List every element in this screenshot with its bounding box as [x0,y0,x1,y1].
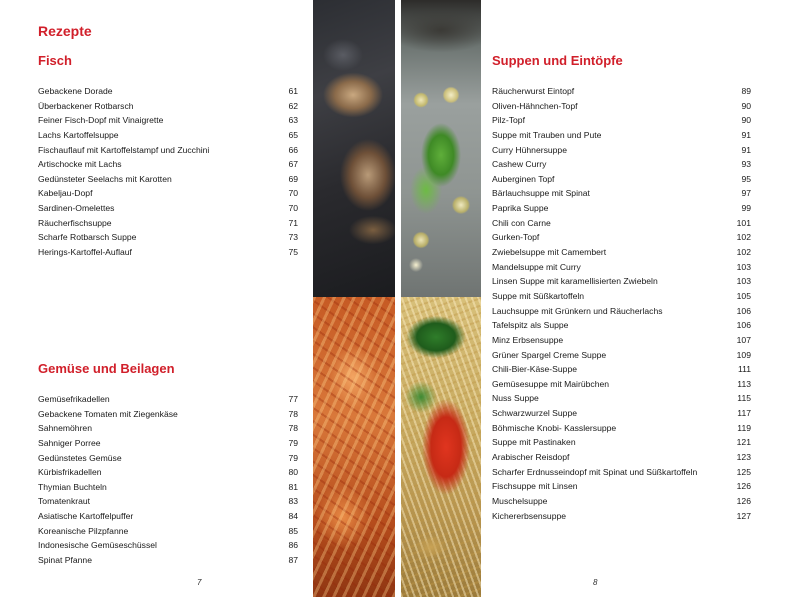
recipe-name: Mandelsuppe mit Curry [492,261,581,272]
toc-entry [492,230,751,245]
recipe-name: Oliven-Hähnchen-Topf [492,100,578,111]
recipe-page-number: 81 [288,481,298,492]
toc-entry [492,274,751,289]
recipe-page-number: 102 [736,232,751,243]
recipe-name: Gemüsefrikadellen [38,394,110,404]
recipe-page-number: 107 [736,334,751,345]
section-heading-suppen: Suppen und Eintöpfe [492,53,623,68]
toc-entry [38,392,298,407]
toc-entry [492,99,751,114]
recipe-page-number: 71 [288,217,298,228]
recipe-name: Kichererbsensuppe [492,510,567,521]
recipe-page-number: 93 [741,159,751,170]
recipe-page-number: 87 [288,555,298,566]
recipe-page-number: 66 [288,144,298,155]
toc-entry [492,245,751,260]
toc-entry [492,377,751,392]
toc-entry [492,186,751,201]
toc-entry [492,157,751,172]
recipe-name: Suppe mit Trauben und Pute [492,129,602,140]
recipe-page-number: 79 [288,437,298,448]
recipe-page-number: 90 [741,100,751,111]
book-section-title: Rezepte [38,23,92,39]
recipe-name: Bärlauchsuppe mit Spinat [492,188,590,199]
recipe-page-number: 65 [288,129,298,140]
toc-entry [492,304,751,319]
recipe-name: Chili con Carne [492,217,551,228]
toc-entry [492,479,751,494]
toc-entry [492,450,751,465]
recipe-page-number: 123 [736,452,751,463]
recipe-page-number: 97 [741,188,751,199]
section-heading-gemuese: Gemüse und Beilagen [38,361,175,376]
recipe-page-number: 62 [288,100,298,111]
recipe-name: Cashew Curry [492,159,547,170]
recipe-page-number: 126 [736,495,751,506]
recipe-name: Chili-Bier-Käse-Suppe [492,364,578,375]
recipe-name: Tomatenkraut [38,496,91,507]
recipe-page-number: 86 [288,540,298,551]
recipe-page-number: 111 [737,364,751,375]
recipe-page-number: 89 [741,86,751,96]
recipe-page-number: 84 [288,511,298,522]
recipe-page-number: 95 [741,173,751,184]
left-page [0,0,313,597]
recipe-page-number: 78 [288,408,298,419]
recipe-page-number: 63 [288,115,298,126]
recipe-name: Grüner Spargel Creme Suppe [492,349,607,360]
recipe-name: Lauchsuppe mit Grünkern und Räucherlachs [492,305,663,316]
toc-entry [38,480,298,495]
recipe-page-number: 70 [288,203,298,214]
recipe-name: Zwiebelsuppe mit Camembert [492,247,607,258]
recipe-name: Muschelsuppe [492,495,548,506]
toc-entry [492,333,751,348]
page-number-left: 7 [197,578,202,587]
rice-pepper-photo [401,297,481,597]
recipe-name: Koreanische Pilzpfanne [38,525,129,536]
recipe-name: Kabeljau-Dopf [38,188,93,199]
recipe-name: Scharfer Erdnusseindopf mit Spinat und Süßkartoffeln [492,466,698,477]
toc-list-suppen [492,84,751,523]
recipe-page-number: 69 [288,173,298,184]
recipe-name: Sardinen-Omelettes [38,203,115,214]
recipe-name: Räucherwurst Eintopf [492,86,575,96]
sauerkraut-photo [313,297,395,597]
fish-pan-photo [313,0,395,297]
toc-entry [38,407,298,422]
toc-entry [38,143,298,158]
recipe-page-number: 83 [288,496,298,507]
recipe-name: Gebackene Tomaten mit Ziegenkäse [38,408,178,419]
recipe-page-number: 70 [288,188,298,199]
recipe-name: Feiner Fisch-Dopf mit Vinaigrette [38,115,164,126]
recipe-name: Sahnemöhren [38,423,92,434]
recipe-name: Curry Hühnersuppe [492,144,567,155]
section-heading-fisch: Fisch [38,53,72,68]
toc-entry [38,465,298,480]
toc-entry [492,494,751,509]
toc-entry [38,436,298,451]
soup-pot-photo [401,0,481,297]
recipe-page-number: 119 [737,422,751,433]
toc-entry [38,216,298,231]
recipe-page-number: 103 [736,276,751,287]
toc-entry [38,230,298,245]
toc-entry [38,524,298,539]
toc-entry [492,113,751,128]
recipe-name: Kürbisfrikadellen [38,467,102,478]
recipe-page-number: 77 [288,394,298,404]
toc-entry [492,201,751,216]
recipe-page-number: 105 [736,290,751,301]
recipe-page-number: 91 [741,129,751,140]
recipe-page-number: 80 [288,467,298,478]
toc-entry [492,84,751,99]
photo-strip-right [401,0,481,597]
toc-entry [38,186,298,201]
recipe-page-number: 127 [736,510,751,521]
recipe-name: Spinat Pfanne [38,555,92,566]
toc-entry [492,128,751,143]
recipe-page-number: 115 [737,393,751,404]
recipe-page-number: 103 [736,261,751,272]
recipe-page-number: 106 [736,320,751,331]
toc-list-fisch [38,84,298,260]
recipe-name: Linsen Suppe mit karamellisierten Zwiebeln [492,276,658,287]
recipe-name: Minz Erbsensuppe [492,334,564,345]
recipe-name: Artischocke mit Lachs [38,159,122,170]
recipe-page-number: 79 [288,452,298,463]
recipe-name: Gedünstetes Gemüse [38,452,122,463]
toc-entry [492,435,751,450]
toc-entry [38,172,298,187]
toc-entry [38,201,298,216]
recipe-name: Fischauflauf mit Kartoffelstampf und Zucchini [38,144,210,155]
recipe-name: Gebackene Dorade [38,86,113,96]
recipe-page-number: 117 [737,408,751,419]
recipe-name: Räucherfischsuppe [38,217,112,228]
toc-entry [492,406,751,421]
toc-entry [492,172,751,187]
toc-entry [492,421,751,436]
recipe-name: Indonesische Gemüseschüssel [38,540,157,551]
toc-entry [38,538,298,553]
recipe-name: Sahniger Porree [38,437,101,448]
recipe-name: Auberginen Topf [492,173,555,184]
recipe-page-number: 125 [736,466,751,477]
recipe-name: Suppe mit Süßkartoffeln [492,290,585,301]
recipe-page-number: 101 [736,217,751,228]
recipe-page-number: 85 [288,525,298,536]
toc-entry [492,216,751,231]
toc-entry [492,348,751,363]
recipe-name: Tafelspitz als Suppe [492,320,569,331]
toc-entry [492,391,751,406]
recipe-name: Lachs Kartoffelsuppe [38,129,119,140]
recipe-name: Paprika Suppe [492,203,549,214]
toc-entry [38,99,298,114]
recipe-page-number: 78 [288,423,298,434]
toc-entry [492,509,751,524]
recipe-name: Fischsuppe mit Linsen [492,481,578,492]
recipe-page-number: 73 [288,232,298,243]
recipe-name: Thymian Buchteln [38,481,107,492]
recipe-name: Nuss Suppe [492,393,539,404]
toc-entry [38,157,298,172]
toc-entry [492,143,751,158]
toc-entry [38,113,298,128]
toc-entry [38,245,298,260]
toc-entry [38,451,298,466]
toc-entry [38,494,298,509]
toc-entry [492,465,751,480]
recipe-page-number: 121 [736,437,751,448]
recipe-name: Pilz-Topf [492,115,525,126]
recipe-name: Gedünsteter Seelachs mit Karotten [38,173,172,184]
recipe-name: Gemüsesuppe mit Mairübchen [492,378,610,389]
recipe-name: Böhmische Knobi- Kasslersuppe [492,422,617,433]
recipe-page-number: 113 [737,378,751,389]
recipe-name: Suppe mit Pastinaken [492,437,576,448]
toc-entry [38,128,298,143]
recipe-page-number: 91 [741,144,751,155]
recipe-page-number: 106 [736,305,751,316]
recipe-name: Asiatische Kartoffelpuffer [38,511,134,522]
recipe-page-number: 99 [741,203,751,214]
recipe-name: Arabischer Reisdopf [492,452,570,463]
toc-entry [492,362,751,377]
toc-entry [492,289,751,304]
recipe-page-number: 67 [288,159,298,170]
toc-entry [38,553,298,568]
toc-list-gemuese [38,392,298,568]
page-number-right: 8 [593,578,598,587]
recipe-page-number: 109 [736,349,751,360]
recipe-page-number: 126 [736,481,751,492]
toc-entry [38,509,298,524]
photo-strip-left [313,0,395,597]
recipe-name: Schwarzwurzel Suppe [492,408,578,419]
recipe-page-number: 90 [741,115,751,126]
toc-entry [492,260,751,275]
recipe-page-number: 75 [288,247,298,258]
toc-entry [492,318,751,333]
recipe-name: Herings-Kartoffel-Auflauf [38,247,132,258]
recipe-page-number: 102 [736,247,751,258]
toc-entry [38,84,298,99]
toc-entry [38,421,298,436]
recipe-name: Gurken-Topf [492,232,540,243]
recipe-page-number: 61 [288,86,298,96]
recipe-name: Scharfe Rotbarsch Suppe [38,232,137,243]
recipe-name: Überbackener Rotbarsch [38,100,134,111]
